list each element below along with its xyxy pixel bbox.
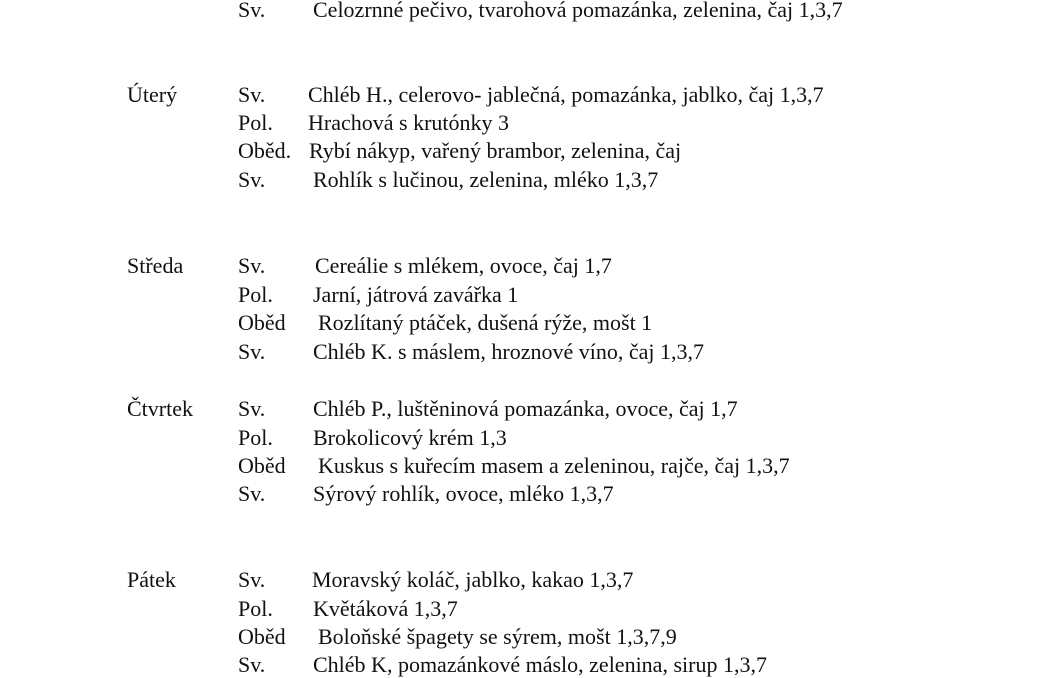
dish-text: Květáková 1,3,7: [313, 596, 458, 621]
dish-text: Rohlík s lučinou, zelenina, mléko 1,3,7: [313, 167, 659, 192]
meal-label: Sv.: [238, 253, 266, 278]
meal-label: Oběd: [238, 310, 286, 335]
meal-label: Pol.: [238, 110, 273, 135]
dish-text: Cereálie s mlékem, ovoce, čaj 1,7: [315, 253, 612, 278]
day-name-ctvrtek: Čtvrtek: [127, 396, 193, 421]
day-name-streda: Středa: [127, 253, 184, 278]
dish-text: Hrachová s krutónky 3: [308, 110, 510, 135]
dish-text: Boloňské špagety se sýrem, mošt 1,3,7,9: [318, 624, 677, 649]
meal-label: Sv.: [238, 82, 266, 107]
meal-label: Sv.: [238, 396, 266, 421]
dish-text: Chléb K. s máslem, hroznové víno, čaj 1,3,7: [313, 339, 705, 364]
meal-label: Oběd.: [238, 138, 292, 163]
meal-label: Sv.: [238, 167, 266, 192]
meal-label: Pol.: [238, 425, 273, 450]
meal-label: Sv.: [238, 0, 266, 22]
dish-text: Rozlítaný ptáček, dušená rýže, mošt 1: [318, 310, 653, 335]
dish-text: Rybí nákyp, vařený brambor, zelenina, čaj: [309, 138, 682, 163]
meal-label: Sv.: [238, 339, 266, 364]
meal-label: Pol.: [238, 282, 273, 307]
meal-label: Sv.: [238, 481, 266, 506]
dish-text: Chléb K, pomazánkové máslo, zelenina, sirup 1,3,7: [313, 652, 767, 677]
dish-text: Moravský koláč, jablko, kakao 1,3,7: [312, 567, 634, 592]
dish-text: Chléb P., luštěninová pomazánka, ovoce, čaj 1,7: [313, 396, 738, 421]
meal-label: Sv.: [238, 567, 266, 592]
meal-label: Pol.: [238, 596, 273, 621]
dish-text: Brokolicový krém 1,3: [313, 425, 507, 450]
dish-text: Sýrový rohlík, ovoce, mléko 1,3,7: [313, 481, 614, 506]
day-name-utery: Úterý: [127, 82, 178, 107]
day-name-patek: Pátek: [127, 567, 176, 592]
dish-text: Jarní, játrová zavářka 1: [313, 282, 519, 307]
dish-text: Kuskus s kuřecím masem a zeleninou, rajče, čaj 1,3,7: [318, 453, 790, 478]
dish-text: Chléb H., celerovo- jablečná, pomazánka, jablko, čaj 1,3,7: [308, 82, 824, 107]
dish-text: Celozrnné pečivo, tvarohová pomazánka, zelenina, čaj 1,3,7: [313, 0, 843, 22]
meal-label: Oběd: [238, 453, 286, 478]
meal-label: Sv.: [238, 652, 266, 677]
meal-label: Oběd: [238, 624, 286, 649]
